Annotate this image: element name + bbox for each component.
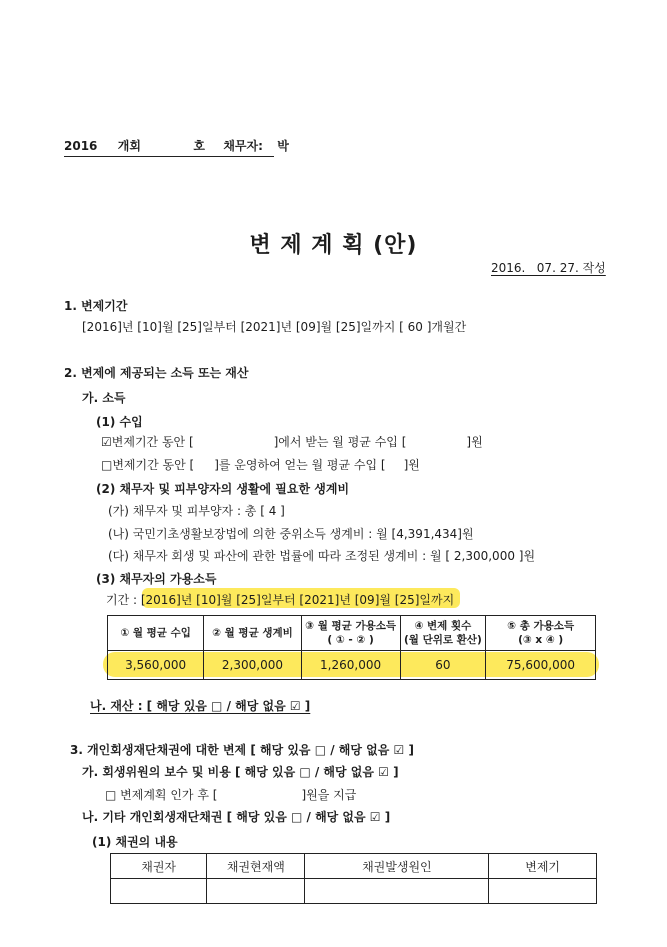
- case-type: 개회: [117, 139, 141, 153]
- value-monthly-available: 1,260,000: [301, 651, 400, 680]
- page-title: 변 제 계 획 (안): [249, 233, 418, 258]
- document-date: 2016. 07. 27. 작성: [491, 261, 606, 275]
- section2-heading: 2. 변제에 제공되는 소득 또는 재산: [64, 366, 249, 380]
- header-current-amount: 채권현재액: [207, 854, 305, 879]
- table-header-row: [108, 616, 596, 651]
- claims-cell[interactable]: [111, 879, 207, 904]
- living-cost-heading: (2) 채무자 및 피부양자의 생활에 필요한 생계비: [96, 482, 350, 496]
- available-income-heading: (3) 채무자의 가용소득: [96, 572, 217, 586]
- other-claims-line: 나. 기타 개인회생재단채권 [ 해당 있음 □ / 해당 없음 ☑ ]: [82, 810, 391, 824]
- header-claim-cause: 채권발생원인: [305, 854, 489, 879]
- claims-cell[interactable]: [489, 879, 597, 904]
- claims-header-row: [111, 854, 597, 879]
- trustee-fee-line: 가. 회생위원의 보수 및 비용 [ 해당 있음 □ / 해당 없음 ☑ ]: [82, 765, 399, 779]
- debtor-label: 채무자:: [223, 139, 263, 153]
- trustee-fee-suffix: ]원을 지급: [301, 788, 357, 802]
- income-business-prefix: □변제기간 동안 [: [101, 458, 195, 472]
- income-line-business: [101, 456, 420, 473]
- value-monthly-income: 3,560,000: [108, 651, 204, 680]
- header-creditor: 채권자: [111, 854, 207, 879]
- value-total-available: 75,600,000: [486, 651, 596, 680]
- income-salary-suffix: ]원: [466, 435, 483, 449]
- case-suffix: 호: [193, 139, 205, 153]
- value-repayment-count: 60: [400, 651, 486, 680]
- trustee-fee-prefix: □ 변제계획 인가 후 [: [105, 788, 218, 802]
- claims-cell[interactable]: [305, 879, 489, 904]
- claims-cell[interactable]: [207, 879, 305, 904]
- income-heading: (1) 수입: [96, 415, 143, 429]
- adjusted-living-cost-line: (다) 채무자 회생 및 파산에 관한 법률에 따라 조정된 생계비 : 월 [ 2,300,000 ]원: [108, 549, 536, 563]
- header-repayment-count: ④ 변제 횟수 (월 단위로 환산): [400, 616, 486, 651]
- trustee-fee-detail: [105, 786, 356, 803]
- income-subheading: 가. 소득: [82, 391, 126, 405]
- section1-heading: 1. 변제기간: [64, 299, 128, 313]
- value-monthly-living-cost: 2,300,000: [204, 651, 301, 680]
- claims-table: [110, 853, 597, 904]
- available-period-label: 기간 :: [106, 593, 141, 607]
- income-line-salary: [101, 433, 483, 450]
- repayment-period: [2016]년 [10]월 [25]일부터 [2021]년 [09]월 [25]일까지 [ 60 ]개월간: [82, 320, 467, 334]
- income-salary-prefix: ☑변제기간 동안 [: [101, 435, 194, 449]
- header-due-date: 변제기: [489, 854, 597, 879]
- property-line: [90, 697, 310, 714]
- header-total-available: ⑤ 총 가용소득 (③ x ④ ): [486, 616, 596, 651]
- dependents-line: (가) 채무자 및 피부양자 : 총 [ 4 ]: [108, 504, 285, 518]
- property-status: 나. 재산 : [ 해당 있음 □ / 해당 없음 ☑ ]: [90, 699, 311, 713]
- income-salary-mid: ]에서 받는 월 평균 수입 [: [273, 435, 407, 449]
- income-business-suffix: ]원: [403, 458, 420, 472]
- header-monthly-available: ③ 월 평균 가용소득 ( ① - ② ): [301, 616, 400, 651]
- income-business-mid: ]를 운영하여 얻는 월 평균 수입 [: [214, 458, 386, 472]
- table-row: [108, 651, 596, 680]
- header-monthly-income: ① 월 평균 수입: [108, 616, 204, 651]
- case-year: 2016: [64, 139, 98, 153]
- table-row: [111, 879, 597, 904]
- available-period-line: [106, 591, 454, 608]
- available-period-value: [2016]년 [10]월 [25]일부터 [2021]년 [09]월 [25]일까지: [140, 593, 455, 607]
- debtor-name: 박: [277, 139, 289, 153]
- median-income-line: (나) 국민기초생활보장법에 의한 중위소득 생계비 : 월 [4,391,434]원: [108, 527, 474, 541]
- claims-content-heading: (1) 채권의 내용: [92, 835, 178, 849]
- available-income-table: [107, 615, 596, 680]
- case-header: [64, 137, 289, 157]
- header-monthly-living-cost: ② 월 평균 생계비: [204, 616, 301, 651]
- section3-heading: 3. 개인회생재단채권에 대한 변제 [ 해당 있음 □ / 해당 없음 ☑ ]: [70, 743, 414, 757]
